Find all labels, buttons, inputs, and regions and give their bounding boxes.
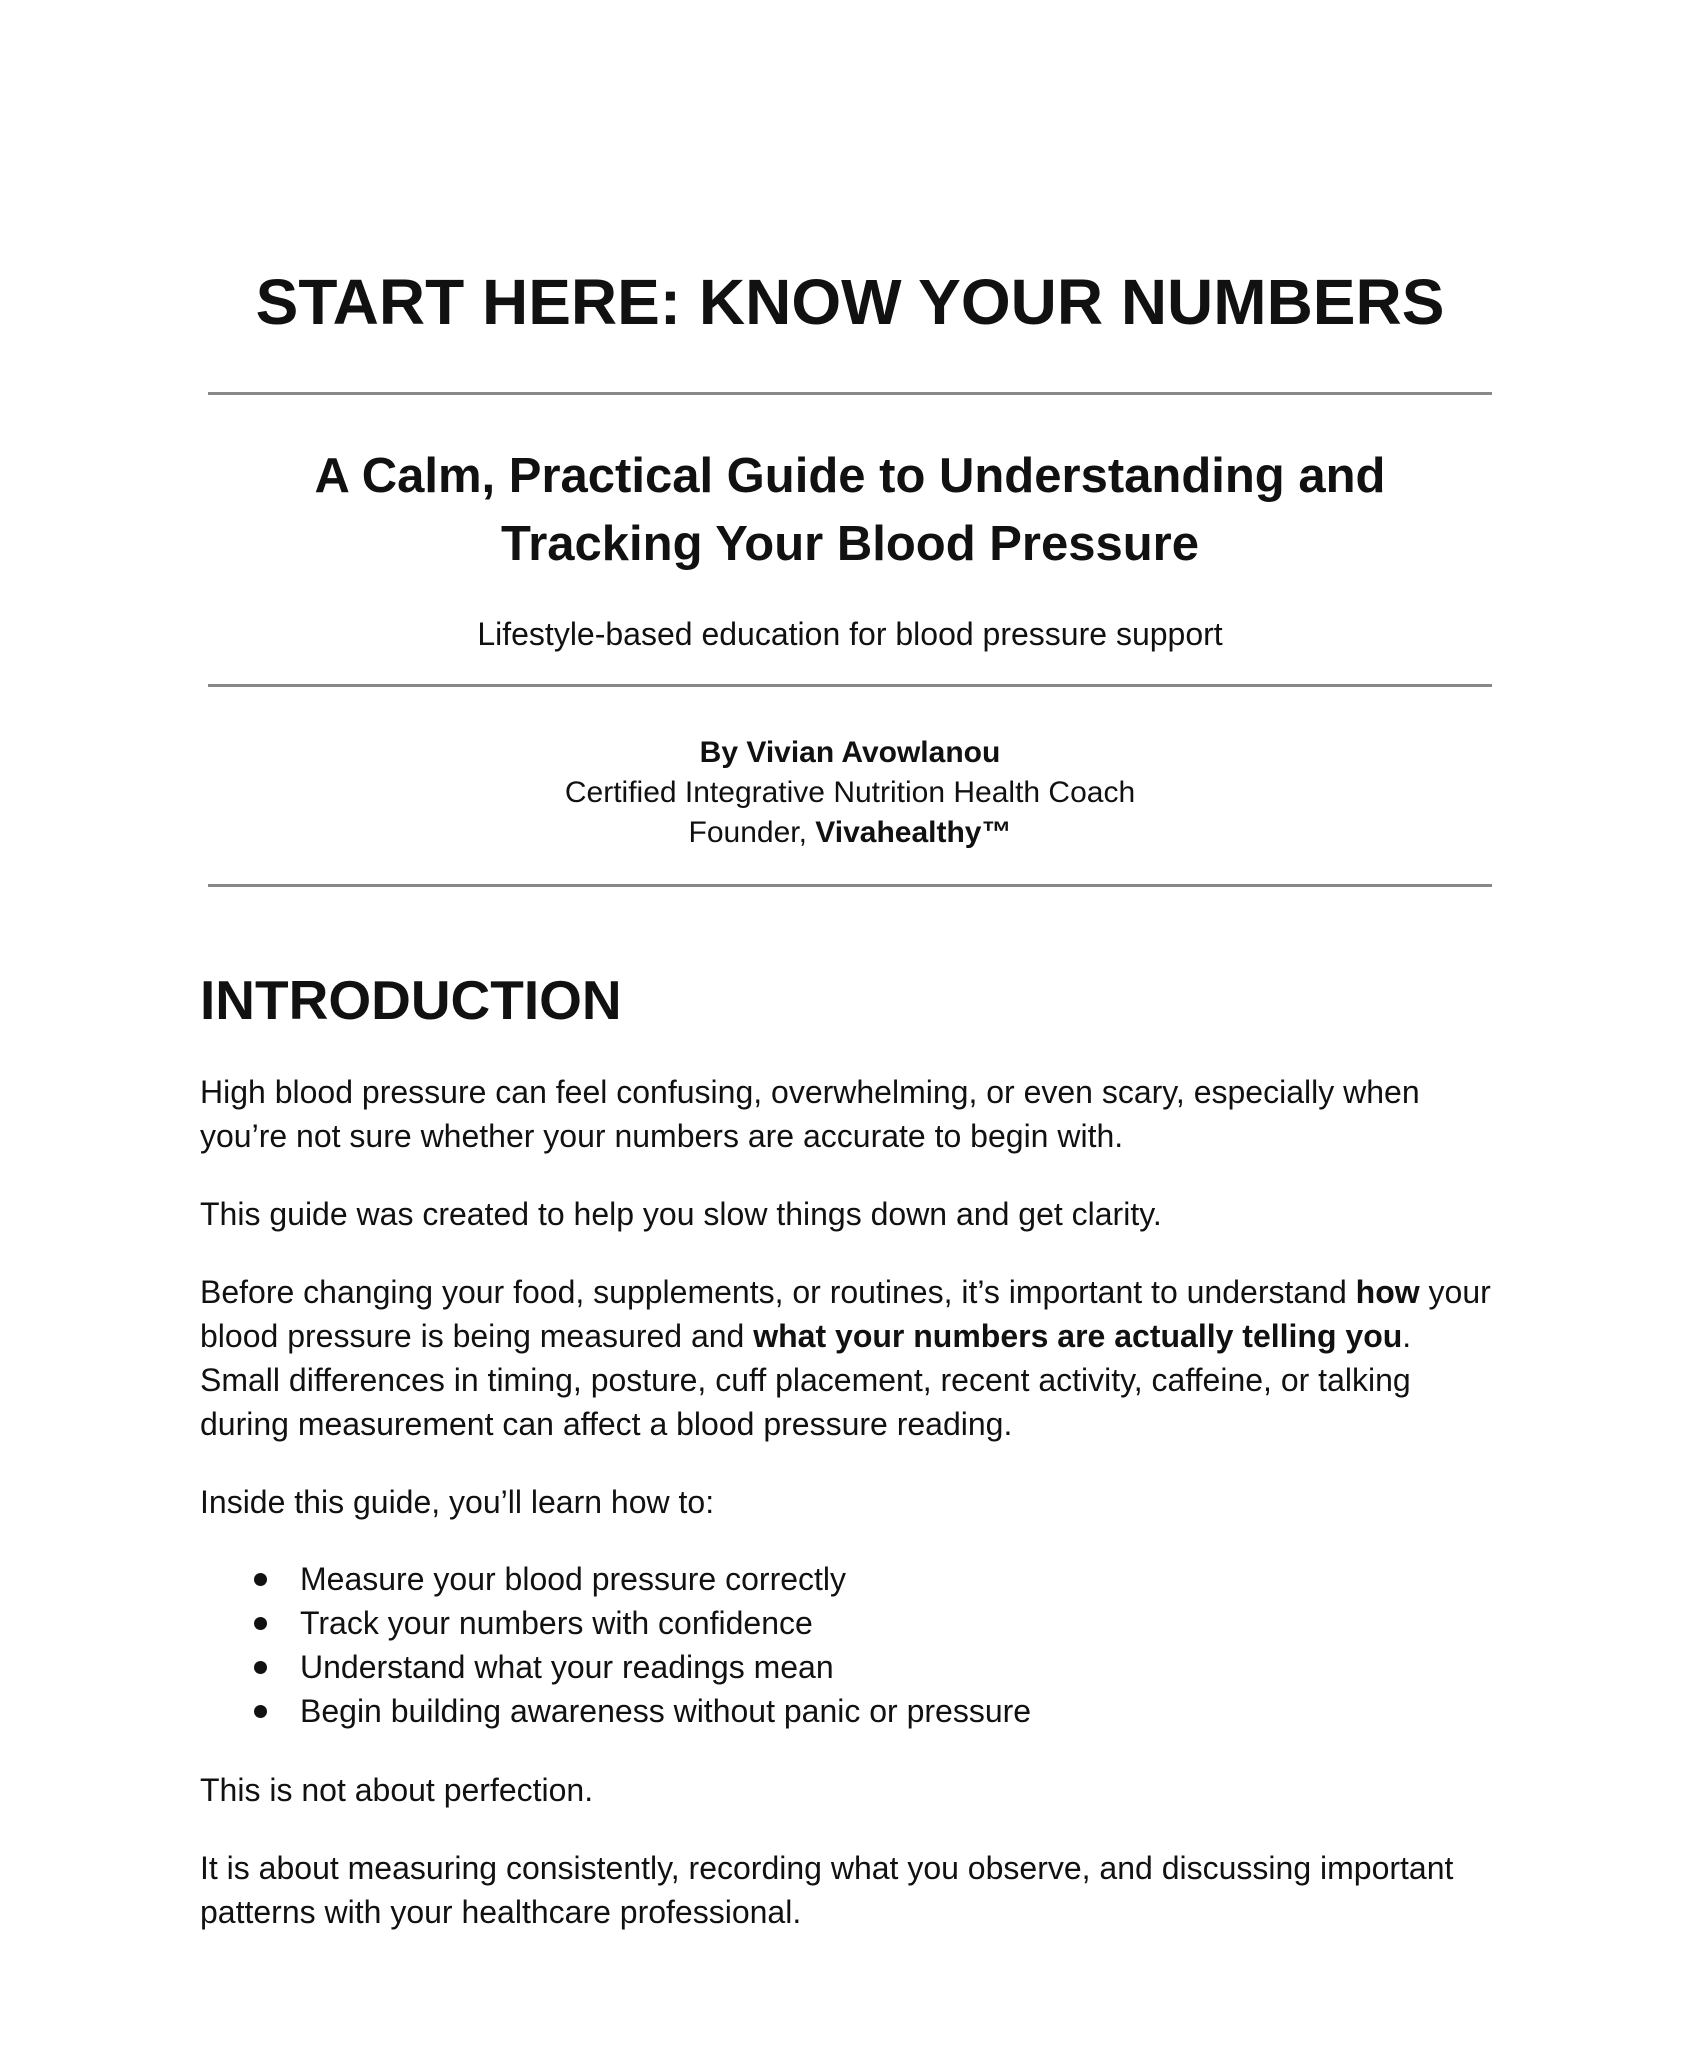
bullet-icon [254,1573,267,1586]
divider-top [208,392,1492,395]
document-subtitle [208,442,1492,578]
list-item [200,1557,1500,1601]
tagline: Lifestyle-based education for blood pressure support [477,616,1223,652]
p3-text-1: Before changing your food, supplements, or routines, it’s important to understand [200,1274,1356,1310]
p3-emphasis-how: how [1355,1274,1420,1310]
divider-bottom [208,884,1492,887]
intro-paragraph-3 [200,1270,1500,1446]
intro-paragraph-1: High blood pressure can feel confusing, overwhelming, or even scary, especially when you’re not sure whether your numbers are accurate to begin with. [200,1074,1420,1154]
document-title: START HERE: KNOW YOUR NUMBERS [255,266,1445,338]
p3-text-2: your blood pressure is being measured and [200,1274,1491,1354]
bullet-icon [254,1705,267,1718]
author-credential: Certified Integrative Nutrition Health Coach [564,776,1136,809]
list-item-text: Track your numbers with confidence [300,1605,813,1641]
founder-prefix: Founder, [688,816,816,849]
author-byline [0,733,1700,853]
subtitle-line-2: Tracking Your Blood Pressure [500,517,1199,571]
intro-paragraph-5: This is not about perfection. [200,1772,594,1808]
list-item-text: Measure your blood pressure correctly [300,1561,847,1597]
author-name: By Vivian Avowlanou [699,736,1001,769]
section-heading-introduction: INTRODUCTION [200,969,622,1031]
bullet-icon [254,1661,267,1674]
list-item [200,1645,1500,1689]
author-founder-line [0,813,1700,853]
divider-middle [208,684,1492,687]
list-item [200,1601,1500,1645]
list-item-text: Understand what your readings mean [300,1649,834,1685]
p3-emphasis-numbers: what your numbers are actually telling you [753,1318,1403,1354]
intro-paragraph-6: It is about measuring consistently, recording what you observe, and discussing important patterns with your healthcare professional. [200,1850,1454,1930]
intro-paragraph-4: Inside this guide, you’ll learn how to: [200,1484,715,1520]
intro-paragraph-2: This guide was created to help you slow things down and get clarity. [200,1196,1162,1232]
list-item-text: Begin building awareness without panic or pressure [300,1693,1032,1729]
p3-text-3: . Small differences in timing, posture, cuff placement, recent activity, caffeine, or talking during measurement can affect a blood pressure reading. [200,1318,1412,1442]
list-item [200,1689,1500,1733]
bullet-icon [254,1617,267,1630]
brand-name: Vivahealthy™ [815,816,1012,849]
subtitle-line-1: A Calm, Practical Guide to Understanding and [314,449,1386,503]
learning-bullet-list [200,1557,1500,1733]
